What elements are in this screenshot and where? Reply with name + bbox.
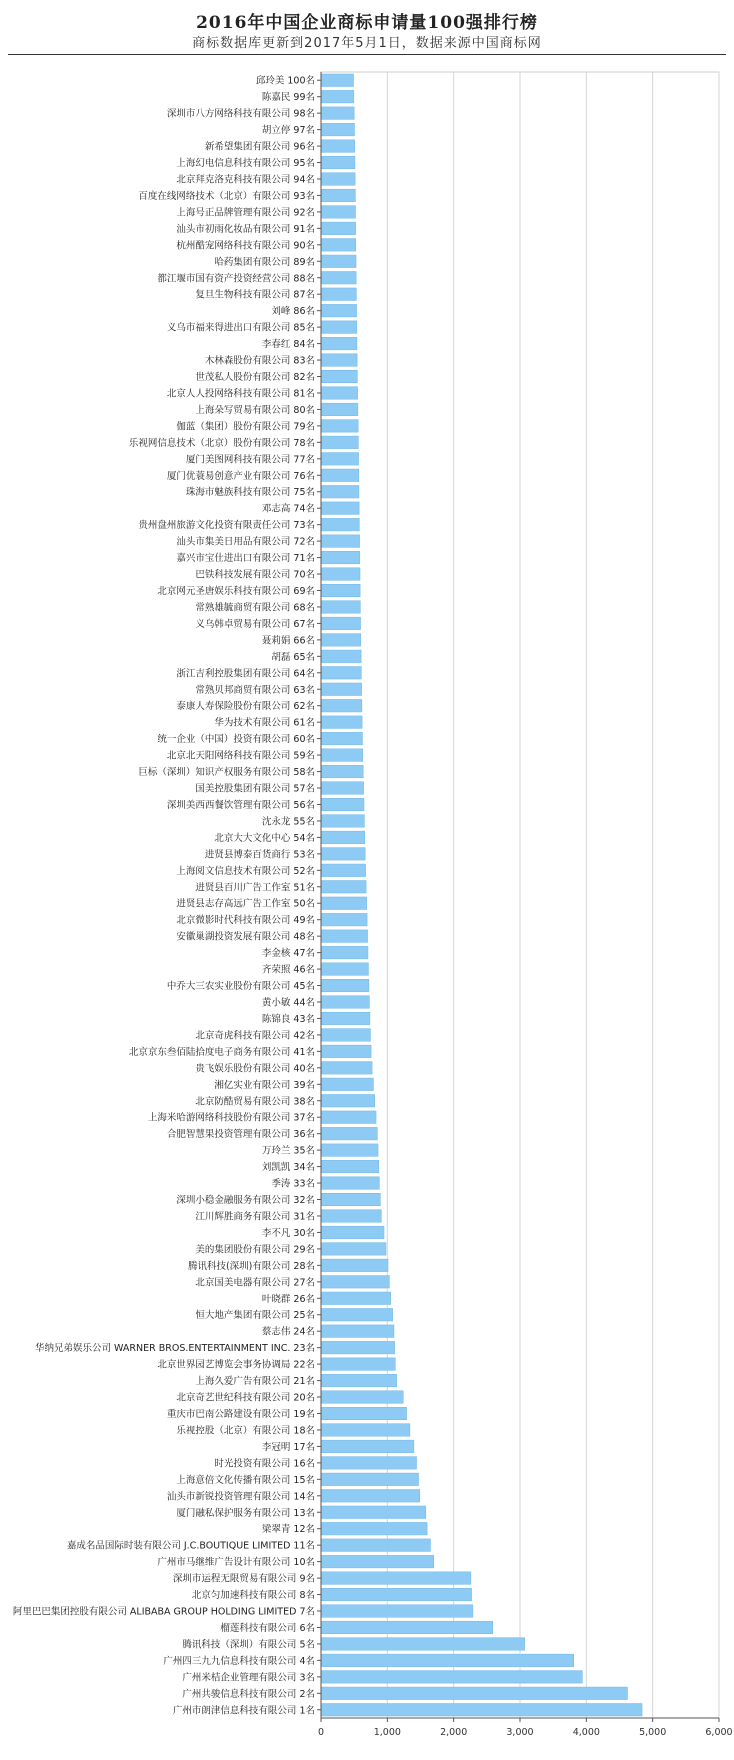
bar <box>321 551 360 564</box>
bar <box>321 1078 373 1091</box>
category-label: 广州共骏信息科技有限公司 2名 <box>182 1688 315 1700</box>
bar <box>321 255 356 268</box>
category-label: 刘峰 86名 <box>271 306 315 318</box>
bar <box>321 782 364 795</box>
bar <box>321 1374 397 1387</box>
category-label: 嘉成名品国际时装有限公司 J.C.BOUTIQUE LIMITED 11名 <box>66 1540 315 1552</box>
bar <box>321 732 362 745</box>
bar <box>321 1127 377 1140</box>
category-label: 黄小敏 44名 <box>261 997 315 1009</box>
bar <box>321 913 367 926</box>
category-label: 北京人人投网络科技有限公司 81名 <box>166 388 315 400</box>
bar <box>321 535 360 548</box>
bar <box>321 798 364 811</box>
bar <box>321 1193 380 1206</box>
category-label: 胡磊 65名 <box>271 651 315 663</box>
category-label: 汕头市集美日用品有限公司 72名 <box>176 536 315 548</box>
category-label: 新希望集团有限公司 96名 <box>204 141 315 153</box>
bar <box>321 1621 493 1634</box>
category-label: 聂莉娟 66名 <box>261 635 315 647</box>
bar <box>321 897 367 910</box>
bar <box>321 765 363 778</box>
bar <box>321 1704 642 1717</box>
category-label: 杭州酷宠网络科技有限公司 90名 <box>176 240 315 252</box>
bar <box>321 1325 394 1338</box>
category-label: 重庆市巴南公路建设有限公司 19名 <box>166 1408 315 1420</box>
category-label: 陈锦良 43名 <box>261 1013 315 1025</box>
bar <box>321 946 368 959</box>
bar <box>321 1210 381 1223</box>
bar <box>321 848 365 861</box>
bar <box>321 1062 372 1075</box>
bar <box>321 271 356 284</box>
category-label: 北京京东叁佰陆拾度电子商务有限公司 41名 <box>128 1046 315 1058</box>
category-label: 季涛 33名 <box>271 1178 315 1190</box>
bar <box>321 815 364 828</box>
category-label: 厦门优蓑易创意产业有限公司 76名 <box>166 470 315 482</box>
bar <box>321 683 362 696</box>
bar <box>321 1522 427 1535</box>
category-label: 贵飞娱乐股份有限公司 40名 <box>195 1063 315 1075</box>
category-label: 嘉兴市宝仕进出口有限公司 71名 <box>176 553 315 565</box>
category-label: 常熟贝邦商贸有限公司 63名 <box>195 684 315 696</box>
bar <box>321 140 355 153</box>
bar <box>321 1160 379 1173</box>
bar <box>321 1572 471 1585</box>
category-label: 统一企业（中国）投资有限公司 60名 <box>157 734 315 746</box>
bar <box>321 831 365 844</box>
category-label: 时光投资有限公司 16名 <box>214 1458 315 1470</box>
bar <box>321 699 362 712</box>
category-label: 深圳市运程无限贸易有限公司 9名 <box>172 1573 315 1585</box>
category-label: 美的集团股份有限公司 29名 <box>195 1244 315 1256</box>
bar <box>321 206 355 219</box>
bar <box>321 584 360 597</box>
x-tick-label: 5,000 <box>639 1727 667 1738</box>
bar <box>321 996 369 1009</box>
bar <box>321 173 355 186</box>
category-label: 上海号正品牌管理有限公司 92名 <box>176 207 315 219</box>
category-label: 义乌韩卓贸易有限公司 67名 <box>195 618 315 630</box>
category-label: 广州市朗津信息科技有限公司 1名 <box>172 1705 315 1717</box>
category-label: 梁翠青 12名 <box>261 1524 315 1536</box>
bar <box>321 1259 388 1272</box>
bar <box>321 601 360 614</box>
category-label: 蔡志伟 24名 <box>261 1326 315 1338</box>
category-label: 常熟雄毓商贸有限公司 68名 <box>195 602 315 614</box>
bar <box>321 189 355 202</box>
category-label: 汕头市新锐投资管理有限公司 14名 <box>166 1491 315 1503</box>
bar <box>321 370 357 383</box>
category-label: 北京世界园艺博览会事务协调局 22名 <box>157 1359 315 1371</box>
bar <box>321 650 361 663</box>
bar <box>321 1440 414 1453</box>
bar <box>321 453 359 466</box>
x-tick-label: 1,000 <box>373 1727 401 1738</box>
bar <box>321 354 357 367</box>
bar <box>321 403 358 416</box>
category-label: 华为技术有限公司 61名 <box>214 717 315 729</box>
bar <box>321 436 358 449</box>
bar <box>321 1407 407 1420</box>
bar <box>321 1111 376 1124</box>
category-label: 刘凯凯 34名 <box>261 1162 315 1174</box>
category-label: 邱玲美 100名 <box>255 75 315 87</box>
category-label: 巨标（深圳）知识产权服务有限公司 58名 <box>138 767 315 779</box>
bar <box>321 469 359 482</box>
bar <box>321 1539 430 1552</box>
bar <box>321 1243 386 1256</box>
category-label: 江川辉胜商务有限公司 31名 <box>195 1211 315 1223</box>
bar <box>321 90 354 103</box>
category-label: 复旦生物科技有限公司 87名 <box>195 289 315 301</box>
category-label: 都江堰市国有资产投资经营公司 88名 <box>157 273 315 285</box>
category-label: 李金核 47名 <box>261 948 315 960</box>
category-label: 上海米哈游网络科技股份有限公司 37名 <box>147 1112 315 1124</box>
category-label: 贵州盘州旅游文化投资有限责任公司 73名 <box>138 520 315 532</box>
chart-title: 2016年中国企业商标申请量100强排行榜 <box>196 13 538 33</box>
chart-subtitle: 商标数据库更新到2017年5月1日，数据来源中国商标网 <box>192 36 542 51</box>
x-tick-label: 3,000 <box>506 1727 534 1738</box>
category-label: 国美控股集团有限公司 57名 <box>195 783 315 795</box>
category-label: 安徽巢湖投资发展有限公司 48名 <box>176 931 315 943</box>
category-label: 深圳市八方网络科技有限公司 98名 <box>166 108 315 120</box>
bar <box>321 1276 389 1289</box>
category-label: 广州米桔企业管理有限公司 3名 <box>182 1672 315 1684</box>
bar <box>321 864 366 877</box>
bar <box>321 749 363 762</box>
category-label: 北京奇虎科技有限公司 42名 <box>195 1030 315 1042</box>
bar <box>321 74 354 87</box>
bar <box>321 502 359 515</box>
bar <box>321 1687 627 1700</box>
bar <box>321 568 360 581</box>
category-label: 世茂私人股份有限公司 82名 <box>195 372 315 384</box>
bar <box>321 634 361 647</box>
category-label: 汕头市初雨化妆品有限公司 91名 <box>176 223 315 235</box>
category-label: 深圳美西西餐饮管理有限公司 56名 <box>166 799 315 811</box>
category-label: 榴莲科技有限公司 6名 <box>220 1622 315 1634</box>
category-label: 叶晓群 26名 <box>261 1293 315 1305</box>
bar <box>321 1638 525 1651</box>
category-label: 中乔大三农实业股份有限公司 45名 <box>166 981 315 993</box>
category-label: 腾讯科技（深圳）有限公司 5名 <box>182 1639 315 1651</box>
bar <box>321 1555 434 1568</box>
category-label: 李春红 84名 <box>261 339 315 351</box>
category-label: 乐视网信息技术（北京）股份有限公司 78名 <box>128 437 315 449</box>
category-label: 进贤县百川广告工作室 51名 <box>195 882 315 894</box>
bar <box>321 123 354 136</box>
category-label: 北京大大文化中心 54名 <box>214 832 315 844</box>
category-label: 北京防酷贸易有限公司 38名 <box>195 1096 315 1108</box>
category-label: 厦门融私保护服务有限公司 13名 <box>176 1507 315 1519</box>
category-label: 阿里巴巴集团控股有限公司 ALIBABA GROUP HOLDING LIMITED 7名 <box>12 1606 315 1618</box>
category-label: 厦门美图网科技有限公司 77名 <box>185 454 315 466</box>
category-label: 陈嘉民 99名 <box>261 92 315 104</box>
category-label: 合肥智慧果投资管理有限公司 36名 <box>166 1129 315 1141</box>
category-label: 上海朵写贸易有限公司 80名 <box>195 404 315 416</box>
category-label: 进贤县志存高远广告工作室 50名 <box>176 898 315 910</box>
category-label: 万玲兰 35名 <box>261 1145 315 1157</box>
category-label: 恒大地产集团有限公司 25名 <box>195 1310 315 1322</box>
category-label: 北京拜克洛克科技有限公司 94名 <box>176 174 315 186</box>
bar <box>321 667 361 680</box>
category-label: 泰康人寿保险股份有限公司 62名 <box>176 701 315 713</box>
bar <box>321 485 359 498</box>
bar <box>321 1094 375 1107</box>
category-label: 上海久爱广告有限公司 21名 <box>195 1376 315 1388</box>
category-label: 进贤县博泰百货商行 53名 <box>204 849 315 861</box>
x-tick-label: 0 <box>317 1727 325 1738</box>
category-label: 伽蓝（集团）股份有限公司 79名 <box>176 421 315 433</box>
bar <box>321 1226 384 1239</box>
category-label: 木林森股份有限公司 83名 <box>204 355 315 367</box>
category-label: 李不凡 30名 <box>261 1227 315 1239</box>
bar <box>321 239 356 252</box>
bar <box>321 1292 391 1305</box>
bar <box>321 1490 420 1503</box>
bar <box>321 716 362 729</box>
bar <box>321 1308 393 1321</box>
category-label: 邓志高 74名 <box>261 503 315 515</box>
bar <box>321 1671 582 1684</box>
category-label: 北京微影时代科技有限公司 49名 <box>176 915 315 927</box>
bar <box>321 1506 426 1519</box>
category-label: 北京国美电器有限公司 27名 <box>195 1277 315 1289</box>
category-label: 珠海市魅族科技有限公司 75名 <box>185 487 315 499</box>
bar <box>321 1457 417 1470</box>
bar <box>321 1424 410 1437</box>
x-tick-label: 4,000 <box>572 1727 600 1738</box>
category-label: 上海幻电信息科技有限公司 95名 <box>176 158 315 170</box>
category-label: 腾讯科技(深圳)有限公司 28名 <box>187 1260 315 1272</box>
category-label: 上海意倍文化传播有限公司 15名 <box>176 1474 315 1486</box>
bar <box>321 518 359 531</box>
category-label: 湘亿实业有限公司 39名 <box>214 1079 315 1091</box>
bar <box>321 881 366 894</box>
category-label: 上海阅文信息技术有限公司 52名 <box>176 865 315 877</box>
category-label: 李冠明 17名 <box>261 1441 315 1453</box>
category-label: 齐荣照 46名 <box>261 964 315 976</box>
bar <box>321 222 356 235</box>
category-label: 广州四三九九信息科技有限公司 4名 <box>163 1655 315 1667</box>
bar <box>321 930 368 943</box>
category-label: 广州市马继维广告设计有限公司 10名 <box>157 1557 315 1569</box>
category-label: 乐视控股（北京）有限公司 18名 <box>176 1425 315 1437</box>
bar <box>321 337 357 350</box>
category-label: 哈药集团有限公司 89名 <box>214 256 315 268</box>
bar <box>321 1012 370 1025</box>
bar <box>321 387 358 400</box>
category-label: 深圳小稳金融服务有限公司 32名 <box>176 1195 315 1207</box>
bar <box>321 1045 371 1058</box>
bar <box>321 1358 395 1371</box>
bar <box>321 1341 395 1354</box>
category-label: 浙江吉利控股集团有限公司 64名 <box>176 668 315 680</box>
bar <box>321 304 357 317</box>
category-label: 义乌市福来得进出口有限公司 85名 <box>166 322 315 334</box>
x-tick-label: 2,000 <box>440 1727 468 1738</box>
bar <box>321 1588 472 1601</box>
bar <box>321 1605 473 1618</box>
bar <box>321 979 369 992</box>
bar <box>321 321 357 334</box>
bar <box>321 1144 378 1157</box>
category-label: 巴铁科技发展有限公司 70名 <box>195 569 315 581</box>
category-label: 北京北天阳网络科技有限公司 59名 <box>166 750 315 762</box>
category-label: 沈永龙 55名 <box>261 816 315 828</box>
category-label: 北京奇艺世纪科技有限公司 20名 <box>176 1392 315 1404</box>
bar <box>321 617 361 630</box>
bar <box>321 156 355 169</box>
x-tick-label: 6,000 <box>705 1727 733 1738</box>
category-label: 北京网元圣唐娱乐科技有限公司 69名 <box>157 585 315 597</box>
bar <box>321 1029 370 1042</box>
bar <box>321 107 354 120</box>
category-label: 华纳兄弟娱乐公司 WARNER BROS.ENTERTAINMENT INC. 23名 <box>35 1343 315 1355</box>
category-label: 百度在线网络技术（北京）有限公司 93名 <box>138 190 315 202</box>
category-label: 北京匀加速科技有限公司 8名 <box>191 1590 315 1602</box>
bar <box>321 1654 574 1667</box>
bar <box>321 420 358 433</box>
bar <box>321 963 368 976</box>
bar <box>321 1473 419 1486</box>
bar <box>321 1177 379 1190</box>
category-label: 胡立停 97名 <box>261 125 315 137</box>
bar <box>321 288 356 301</box>
bar <box>321 1391 403 1404</box>
